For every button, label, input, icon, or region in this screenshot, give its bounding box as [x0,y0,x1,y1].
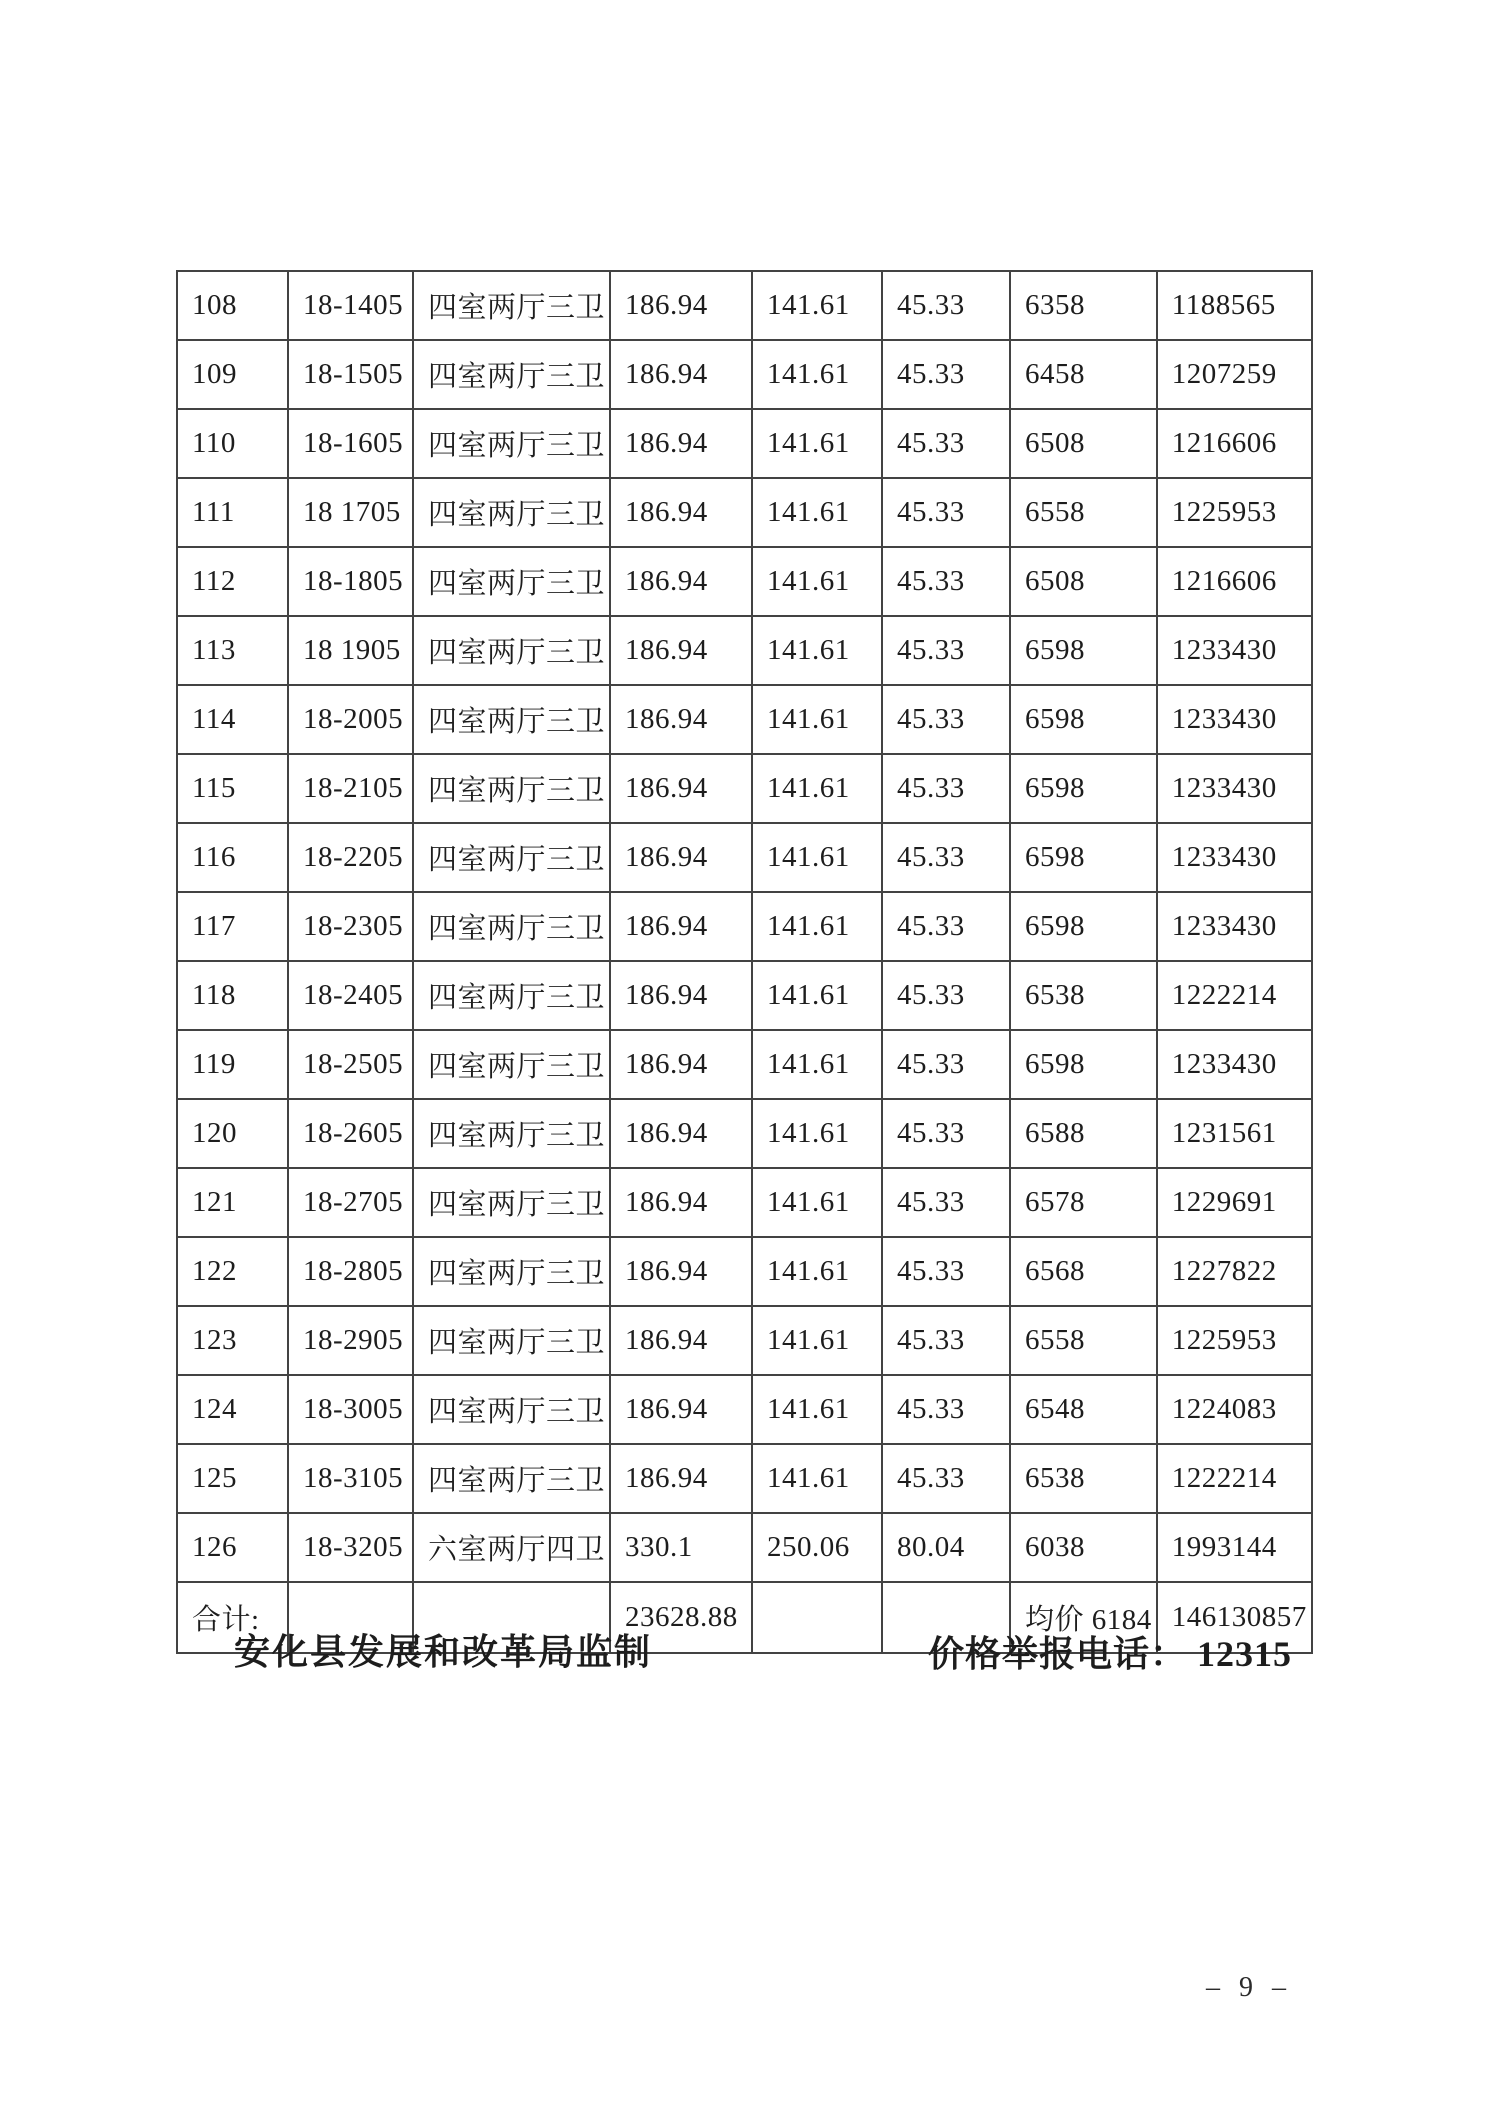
cell-unit: 18-3205 [288,1513,413,1582]
cell-inner_area: 141.61 [752,616,882,685]
cell-total_price: 1225953 [1157,478,1312,547]
cell-unit: 18-2105 [288,754,413,823]
cell-area: 186.94 [610,1444,752,1513]
cell-no: 112 [177,547,288,616]
cell-total_price: 1231561 [1157,1099,1312,1168]
cell-area: 186.94 [610,1375,752,1444]
table-row [177,271,1312,340]
table-row [177,961,1312,1030]
cell-shared_area: 45.33 [882,892,1010,961]
cell-type: 四室两厅三卫 [413,1444,610,1513]
cell-no: 123 [177,1306,288,1375]
cell-type: 四室两厅三卫 [413,340,610,409]
cell-shared_area: 45.33 [882,1444,1010,1513]
cell-type: 四室两厅三卫 [413,685,610,754]
cell-area: 186.94 [610,961,752,1030]
cell-inner_area: 141.61 [752,547,882,616]
cell-unit: 18-2005 [288,685,413,754]
cell-total_price: 1229691 [1157,1168,1312,1237]
cell-inner_area: 141.61 [752,1030,882,1099]
cell-total_price: 1233430 [1157,823,1312,892]
cell-inner_area: 141.61 [752,1444,882,1513]
cell-no: 116 [177,823,288,892]
cell-type: 四室两厅三卫 [413,1030,610,1099]
cell-type: 四室两厅三卫 [413,1099,610,1168]
table-row [177,1513,1312,1582]
cell-type: 四室两厅三卫 [413,961,610,1030]
cell-unit_price: 6538 [1010,961,1157,1030]
cell-inner_area: 141.61 [752,409,882,478]
cell-unit_price: 6548 [1010,1375,1157,1444]
cell-type: 四室两厅三卫 [413,823,610,892]
cell-no: 113 [177,616,288,685]
cell-unit_price: 6598 [1010,823,1157,892]
cell-total_price: 1993144 [1157,1513,1312,1582]
cell-area: 330.1 [610,1513,752,1582]
cell-total_price: 1224083 [1157,1375,1312,1444]
cell-area: 186.94 [610,271,752,340]
cell-area: 186.94 [610,1030,752,1099]
cell-shared_area: 45.33 [882,340,1010,409]
cell-no: 125 [177,1444,288,1513]
cell-unit: 18-2705 [288,1168,413,1237]
cell-inner_area: 250.06 [752,1513,882,1582]
cell-unit_price: 6538 [1010,1444,1157,1513]
cell-inner_area: 141.61 [752,754,882,823]
table-row [177,340,1312,409]
cell-area: 186.94 [610,1099,752,1168]
cell-total_price: 1233430 [1157,892,1312,961]
cell-no: 110 [177,409,288,478]
cell-unit: 18 1905 [288,616,413,685]
summary-empty-inner [752,1582,882,1653]
cell-unit: 18-3005 [288,1375,413,1444]
cell-unit: 18-1805 [288,547,413,616]
cell-shared_area: 45.33 [882,547,1010,616]
cell-type: 四室两厅三卫 [413,1237,610,1306]
cell-total_price: 1222214 [1157,961,1312,1030]
cell-type: 四室两厅三卫 [413,409,610,478]
table-row [177,1237,1312,1306]
cell-shared_area: 45.33 [882,271,1010,340]
price-table [176,270,1313,1654]
cell-area: 186.94 [610,754,752,823]
cell-no: 109 [177,340,288,409]
cell-inner_area: 141.61 [752,685,882,754]
cell-unit: 18-2305 [288,892,413,961]
cell-shared_area: 45.33 [882,823,1010,892]
cell-type: 四室两厅三卫 [413,616,610,685]
cell-inner_area: 141.61 [752,823,882,892]
table-row [177,823,1312,892]
cell-shared_area: 45.33 [882,409,1010,478]
summary-grand-total: 146130857 [1157,1582,1312,1653]
cell-unit: 18-1405 [288,271,413,340]
cell-unit: 18-1505 [288,340,413,409]
cell-inner_area: 141.61 [752,1168,882,1237]
cell-shared_area: 45.33 [882,1237,1010,1306]
cell-no: 121 [177,1168,288,1237]
cell-area: 186.94 [610,892,752,961]
cell-total_price: 1216606 [1157,547,1312,616]
cell-shared_area: 45.33 [882,1030,1010,1099]
issuer-label: 安化县发展和改革局监制 [234,1632,653,1672]
cell-shared_area: 45.33 [882,685,1010,754]
cell-type: 四室两厅三卫 [413,892,610,961]
table-row [177,547,1312,616]
cell-unit: 18-2405 [288,961,413,1030]
summary-area-total: 23628.88 [610,1582,752,1653]
cell-total_price: 1225953 [1157,1306,1312,1375]
cell-total_price: 1188565 [1157,271,1312,340]
cell-unit_price: 6578 [1010,1168,1157,1237]
cell-inner_area: 141.61 [752,1306,882,1375]
cell-area: 186.94 [610,685,752,754]
cell-area: 186.94 [610,547,752,616]
cell-type: 四室两厅三卫 [413,754,610,823]
cell-unit_price: 6038 [1010,1513,1157,1582]
cell-unit: 18-2805 [288,1237,413,1306]
cell-total_price: 1216606 [1157,409,1312,478]
cell-no: 122 [177,1237,288,1306]
cell-inner_area: 141.61 [752,1237,882,1306]
cell-inner_area: 141.61 [752,340,882,409]
cell-unit_price: 6598 [1010,616,1157,685]
cell-unit_price: 6358 [1010,271,1157,340]
cell-unit_price: 6558 [1010,1306,1157,1375]
cell-type: 六室两厅四卫 [413,1513,610,1582]
summary-label: 合计: [177,1582,288,1653]
cell-inner_area: 141.61 [752,1099,882,1168]
cell-shared_area: 45.33 [882,1099,1010,1168]
cell-no: 111 [177,478,288,547]
cell-unit_price: 6588 [1010,1099,1157,1168]
cell-type: 四室两厅三卫 [413,478,610,547]
cell-inner_area: 141.61 [752,271,882,340]
table-row [177,409,1312,478]
table-row [177,1306,1312,1375]
cell-unit: 18-2905 [288,1306,413,1375]
table-row [177,478,1312,547]
cell-no: 114 [177,685,288,754]
cell-no: 119 [177,1030,288,1099]
cell-unit_price: 6508 [1010,409,1157,478]
cell-unit_price: 6568 [1010,1237,1157,1306]
table-row [177,754,1312,823]
price-hotline-label: 价格举报电话： 12315 [928,1634,1293,1674]
cell-type: 四室两厅三卫 [413,271,610,340]
table-row [177,1099,1312,1168]
cell-total_price: 1222214 [1157,1444,1312,1513]
cell-total_price: 1233430 [1157,754,1312,823]
cell-shared_area: 45.33 [882,754,1010,823]
cell-unit: 18-1605 [288,409,413,478]
cell-shared_area: 45.33 [882,616,1010,685]
cell-no: 108 [177,271,288,340]
cell-unit: 18 1705 [288,478,413,547]
cell-shared_area: 45.33 [882,478,1010,547]
table-row [177,1168,1312,1237]
cell-area: 186.94 [610,1168,752,1237]
table-row [177,1444,1312,1513]
cell-inner_area: 141.61 [752,478,882,547]
cell-total_price: 1227822 [1157,1237,1312,1306]
table-row [177,616,1312,685]
cell-area: 186.94 [610,409,752,478]
cell-area: 186.94 [610,340,752,409]
table-row [177,685,1312,754]
cell-unit_price: 6598 [1010,892,1157,961]
cell-no: 120 [177,1099,288,1168]
table-row [177,1375,1312,1444]
cell-area: 186.94 [610,616,752,685]
cell-unit_price: 6558 [1010,478,1157,547]
cell-shared_area: 45.33 [882,961,1010,1030]
cell-shared_area: 45.33 [882,1168,1010,1237]
cell-total_price: 1233430 [1157,616,1312,685]
cell-no: 126 [177,1513,288,1582]
page-number: – 9 – [1206,1972,1292,2003]
cell-unit: 18-3105 [288,1444,413,1513]
cell-unit: 18-2605 [288,1099,413,1168]
cell-unit_price: 6598 [1010,685,1157,754]
table-row [177,892,1312,961]
cell-area: 186.94 [610,478,752,547]
cell-unit: 18-2505 [288,1030,413,1099]
cell-total_price: 1207259 [1157,340,1312,409]
cell-inner_area: 141.61 [752,961,882,1030]
cell-inner_area: 141.61 [752,892,882,961]
cell-type: 四室两厅三卫 [413,1168,610,1237]
summary-avg-price: 均价 6184 [1010,1582,1157,1653]
cell-shared_area: 80.04 [882,1513,1010,1582]
cell-unit_price: 6598 [1010,754,1157,823]
cell-no: 124 [177,1375,288,1444]
cell-shared_area: 45.33 [882,1306,1010,1375]
cell-area: 186.94 [610,1237,752,1306]
cell-area: 186.94 [610,823,752,892]
cell-unit_price: 6458 [1010,340,1157,409]
cell-type: 四室两厅三卫 [413,1375,610,1444]
cell-total_price: 1233430 [1157,1030,1312,1099]
cell-area: 186.94 [610,1306,752,1375]
cell-type: 四室两厅三卫 [413,547,610,616]
cell-no: 117 [177,892,288,961]
cell-unit_price: 6598 [1010,1030,1157,1099]
table-row [177,1030,1312,1099]
cell-no: 118 [177,961,288,1030]
cell-unit: 18-2205 [288,823,413,892]
cell-type: 四室两厅三卫 [413,1306,610,1375]
cell-unit_price: 6508 [1010,547,1157,616]
cell-inner_area: 141.61 [752,1375,882,1444]
cell-no: 115 [177,754,288,823]
cell-total_price: 1233430 [1157,685,1312,754]
cell-shared_area: 45.33 [882,1375,1010,1444]
